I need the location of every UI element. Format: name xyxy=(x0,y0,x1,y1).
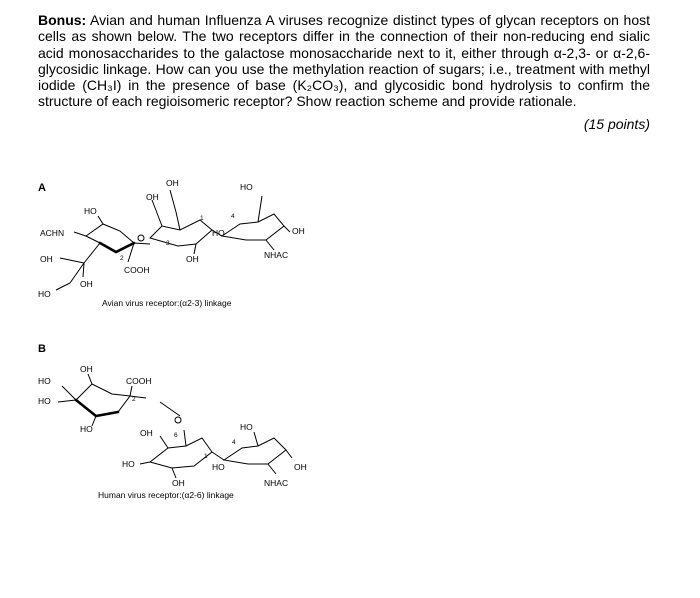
ho-glc-mid-a: HO xyxy=(212,228,225,238)
ho-glc-mid-b: HO xyxy=(212,462,225,472)
oh-ring-a: OH xyxy=(80,279,93,289)
cooh-b: COOH xyxy=(126,376,152,386)
bonus-label: Bonus: xyxy=(38,12,87,28)
position-6-b: 6 xyxy=(174,432,178,439)
glcnac-ring-b xyxy=(224,432,292,474)
structure-b xyxy=(38,343,307,500)
oh-glc-right-a: OH xyxy=(292,226,305,236)
sialic-acid-ring-a xyxy=(56,216,150,290)
glcnac-ring-a xyxy=(222,196,290,250)
ho-1-b: HO xyxy=(38,376,51,386)
nhac-a: NHAC xyxy=(264,250,289,260)
position-1-b: 1 xyxy=(204,453,208,460)
oh-glc-right-b: OH xyxy=(294,462,307,472)
ho-2-b: HO xyxy=(38,396,51,406)
ho-gal-b: HO xyxy=(122,459,135,469)
nhac-b: NHAC xyxy=(264,478,289,488)
galactose-ring-a xyxy=(150,190,222,254)
position-2-b: 2 xyxy=(132,396,136,403)
oh-gal-b: OH xyxy=(140,428,153,438)
caption-a: Avian virus receptor:(α2-3) linkage xyxy=(102,298,232,308)
position-4-b: 4 xyxy=(232,439,236,446)
position-2-a: 2 xyxy=(120,255,124,262)
oh-gal-bottom-b: OH xyxy=(172,478,185,488)
oh-gal-top1-a: OH xyxy=(166,178,179,188)
structure-a-label: A xyxy=(38,182,46,194)
position-1-a: 1 xyxy=(200,215,204,222)
position-3-a: 3 xyxy=(166,240,170,247)
position-4-a: 4 xyxy=(231,213,235,220)
oh-gal-top2-a: OH xyxy=(146,192,159,202)
ho-glc-top-a: HO xyxy=(240,182,253,192)
ho-bottom-a: HO xyxy=(38,289,51,299)
oh-top-b: OH xyxy=(80,364,93,374)
ho-bottom-b: HO xyxy=(80,424,93,434)
achn-a: ACHN xyxy=(40,228,65,238)
oh-gal-bottom-a: OH xyxy=(186,254,199,264)
ho-top-a: HO xyxy=(84,206,97,216)
oh-left-a: OH xyxy=(40,254,53,264)
points-label: (15 points) xyxy=(583,116,650,132)
structure-b-label: B xyxy=(38,343,46,355)
structure-a xyxy=(38,178,305,308)
ho-glc-top-b: HO xyxy=(240,422,253,432)
cooh-a: COOH xyxy=(124,265,150,275)
question-body: Avian and human Influenza A viruses recognize distinct types of glycan receptors on host cells as shown below. The two receptors differ in the connection of their non-reducing end sialic acid monosaccharides to the galactose monosaccharide next to it, either through α-2,3- or α-2,6-glycosidic linkage. How can you use the methylation reaction of sugars; i.e., treatment with methyl iodide (CH₃I) in the presence of base (K₂CO₃), and glycosidic bond hydrolysis to confirm the structure of each regioisomeric receptor? Show reaction scheme and provide rationale. xyxy=(38,12,650,110)
caption-b: Human virus receptor:(α2-6) linkage xyxy=(98,490,234,500)
